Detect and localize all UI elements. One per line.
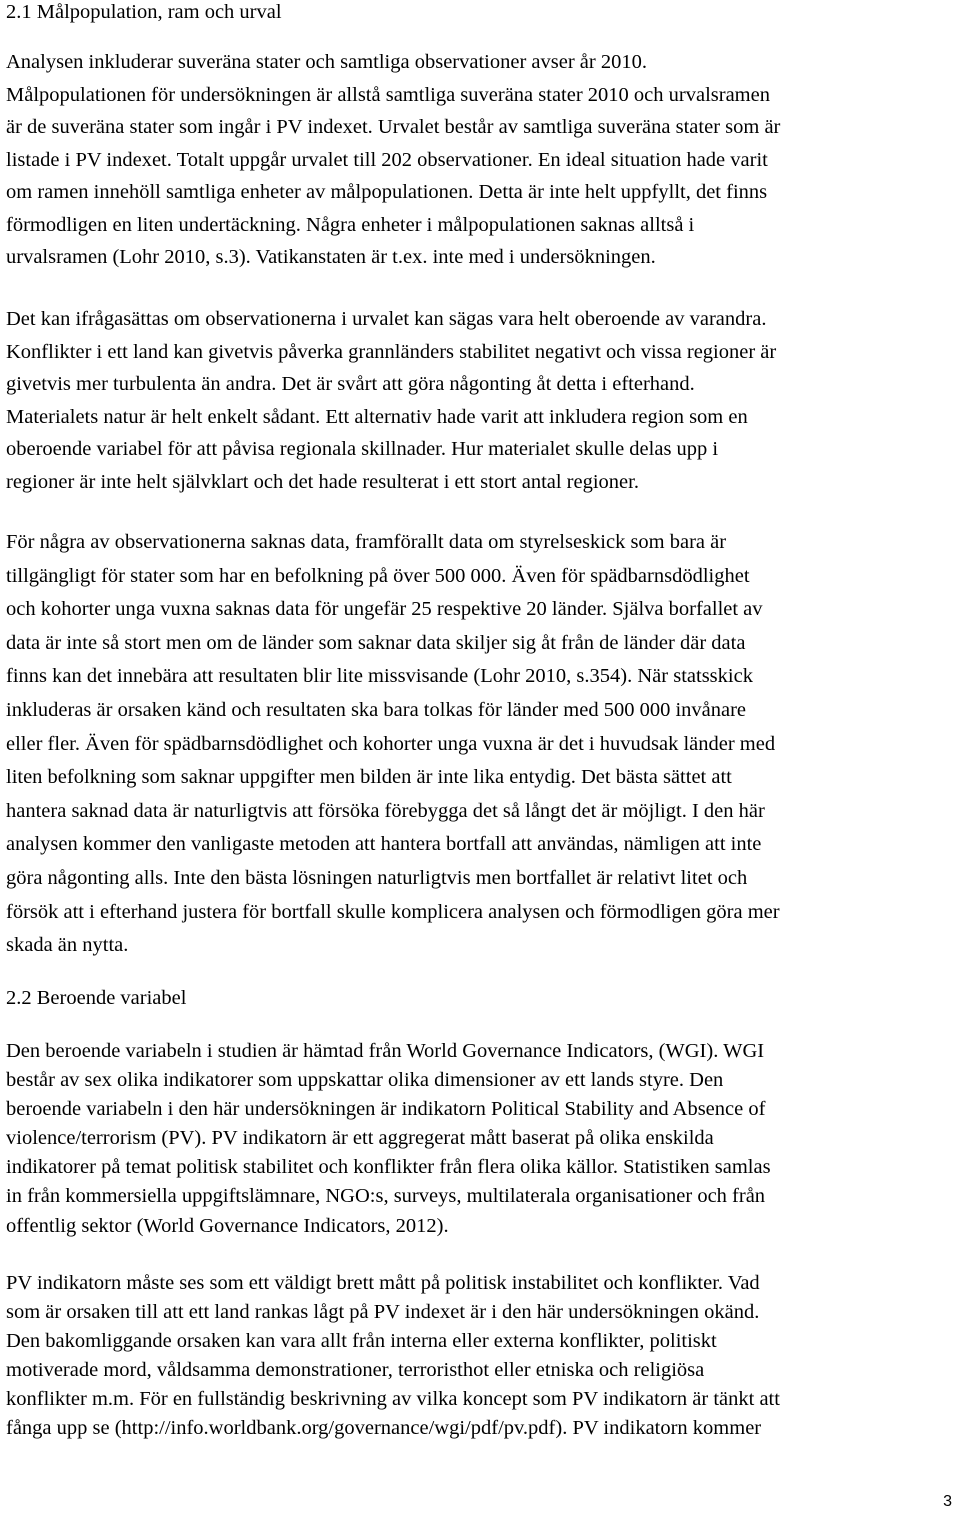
text-line: består av sex olika indikatorer som uppskattar olika dimensioner av ett lands styre. Den — [6, 1069, 724, 1092]
text-line: tillgängligt för stater som har en befolkning på över 500 000. Även för spädbarnsdödlighet — [6, 564, 750, 587]
text-line: konflikter m.m. För en fullständig beskrivning av vilka koncept som PV indikatorn är tänkt att — [6, 1388, 780, 1411]
text-line: Analysen inkluderar suveräna stater och samtliga observationer avser år 2010. — [6, 51, 647, 73]
paragraph-2-1-1 — [6, 46, 955, 274]
text-line: om ramen innehöll samtliga enheter av målpopulationen. Detta är inte helt uppfyllt, det finns — [6, 181, 768, 203]
text-line: indikatorer på temat politisk stabilitet och konflikter från flera olika källor. Statistiken samlas — [6, 1156, 771, 1179]
text-line: och kohorter unga vuxna saknas data för ungefär 25 respektive 20 länder. Själva borfallet av — [6, 598, 763, 621]
text-line: PV indikatorn måste ses som ett väldigt brett mått på politisk instabilitet och konflikter. Vad — [6, 1272, 760, 1294]
text-line: oberoende variabel för att påvisa regionala skillnader. Hur materialet skulle delas upp i — [6, 438, 719, 460]
section-heading-2-1: 2.1 Målpopulation, ram och urval — [6, 1, 282, 23]
text-line: Den beroende variabeln i studien är hämtad från World Governance Indicators, (WGI). WGI — [6, 1040, 765, 1062]
text-line: Den bakomliggande orsaken kan vara allt från interna eller externa konflikter, politiskt — [6, 1330, 717, 1353]
text-line: listade i PV indexet. Totalt uppgår urvalet till 202 observationer. En ideal situation hade varit — [6, 148, 768, 171]
text-line: som är orsaken till att ett land rankas lågt på PV indexet är i den här undersökningen okänd. — [6, 1301, 760, 1324]
text-line: Konflikter i ett land kan givetvis påverka grannländers stabilitet negativt och vissa regioner är — [6, 340, 777, 363]
text-line: Målpopulationen för undersökningen är allstå samtliga suveräna stater 2010 och urvalsramen — [6, 83, 770, 106]
text-line: Det kan ifrågasättas om observationerna i urvalet kan sägas vara helt oberoende av varandra. — [6, 308, 767, 330]
text-line: givetvis mer turbulenta än andra. Det är svårt att göra någonting åt detta i efterhand. — [6, 373, 695, 395]
text-line: inkluderas är orsaken känd och resultaten ska bara tolkas för länder med 500 000 invånare — [6, 698, 747, 721]
text-line: göra någonting alls. Inte den bästa lösningen naturligtvis men bortfallet är relativt litet och — [6, 866, 748, 889]
text-line: offentlig sektor (World Governance Indicators, 2012). — [6, 1214, 449, 1237]
text-line: är de suveräna stater som ingår i PV indexet. Urvalet består av samtliga suveräna stater som är — [6, 116, 781, 138]
text-line: regioner är inte helt självklart och det hade resulterat i ett stort antal regioner. — [6, 470, 639, 493]
paragraph-2-2-1 — [6, 1037, 955, 1241]
text-line: finns kan det innebära att resultaten blir lite missvisande (Lohr 2010, s.354). När statsskick — [6, 665, 753, 688]
text-line: motiverade mord, våldsamma demonstrationer, terroristhot eller etniska och religiösa — [6, 1359, 705, 1382]
text-line: violence/terrorism (PV). PV indikatorn är ett aggregerat mått baserat på olika enskilda — [6, 1127, 714, 1150]
text-line: data är inte så stort men om de länder som saknar data skiljer sig åt från de länder där data — [6, 631, 746, 654]
text-line: skada än nytta. — [6, 934, 129, 957]
text-line: hantera saknad data är naturligtvis att försöka förebygga det så långt det är möjligt. I den här — [6, 799, 765, 822]
page-number: 3 — [943, 1493, 952, 1510]
section-heading-2-2: 2.2 Beroende variabel — [6, 987, 187, 1009]
text-line: in från kommersiella uppgiftslämnare, NGO:s, surveys, multilaterala organisationer och från — [6, 1185, 766, 1208]
text-line: beroende variabeln i den här undersökningen är indikatorn Political Stability and Absence of — [6, 1098, 766, 1121]
text-line: eller fler. Även för spädbarnsdödlighet och kohorter unga vuxna är det i huvudsak länder med — [6, 732, 776, 755]
text-line: urvalsramen (Lohr 2010, s.3). Vatikanstaten är t.ex. inte med i undersökningen. — [6, 246, 656, 268]
text-line: liten befolkning som saknar uppgifter men bilden är inte lika entydig. Det bästa sättet att — [6, 766, 732, 789]
text-line: förmodligen en liten undertäckning. Några enheter i målpopulationen saknas alltså i — [6, 213, 695, 236]
text-line: För några av observationerna saknas data, framförallt data om styrelseskick som bara är — [6, 531, 727, 553]
text-line: Materialets natur är helt enkelt sådant. Ett alternativ hade varit att inkludera region som en — [6, 405, 748, 428]
paragraph-2-1-3 — [6, 526, 955, 963]
text-line: fånga upp se (http://info.worldbank.org/governance/wgi/pdf/pv.pdf). PV indikatorn kommer — [6, 1417, 762, 1440]
text-line: analysen kommer den vanligaste metoden att hantera bortfall att användas, nämligen att inte — [6, 833, 762, 856]
text-line: försök att i efterhand justera för bortfall skulle komplicera analysen och förmodligen göra mer — [6, 900, 780, 923]
paragraph-2-2-2 — [6, 1269, 955, 1444]
paragraph-2-1-2 — [6, 303, 955, 498]
